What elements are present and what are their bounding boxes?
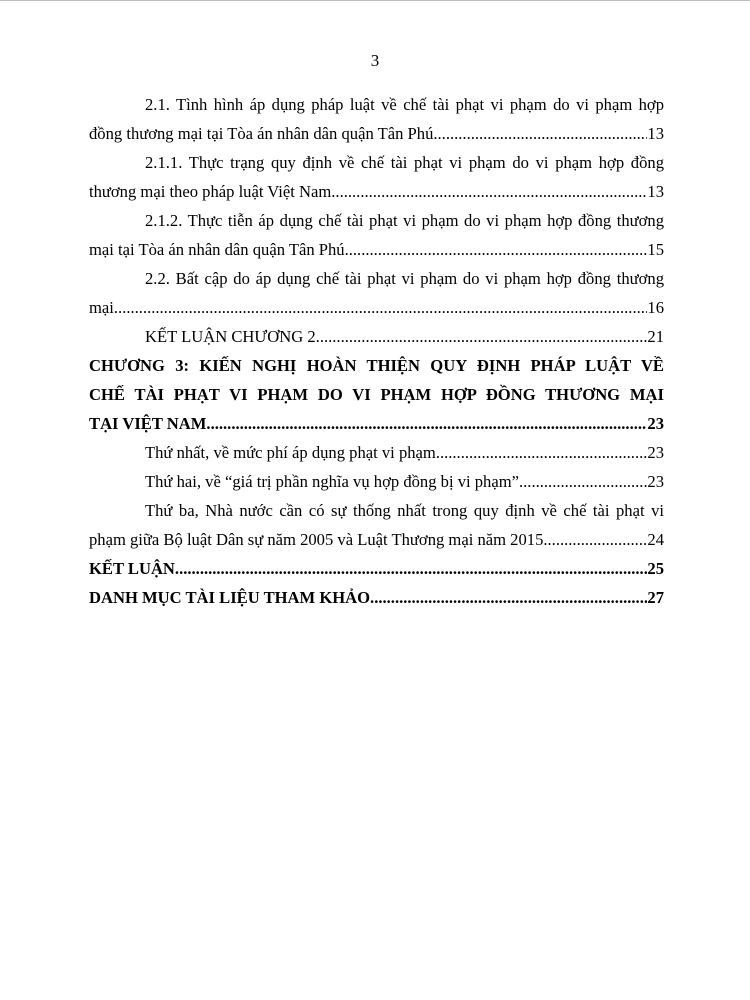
toc-entry-chuong-3[interactable] xyxy=(89,351,664,438)
toc-entry-2-1-1[interactable] xyxy=(89,148,664,206)
toc-entry-text: thương mại theo pháp luật Việt Nam xyxy=(89,182,332,201)
leader-dots xyxy=(206,409,647,438)
toc-entry-text: 2.1.1. Thực trạng quy định về chế tài phạt vi phạm do vi phạm hợp đồng xyxy=(145,153,664,172)
leader-dots xyxy=(114,293,648,322)
toc-entry-text: 2.1. Tình hình áp dụng pháp luật về chế tài phạt vi phạm do vi phạm hợp xyxy=(145,95,664,114)
toc-entry-danh-muc-tai-lieu[interactable] xyxy=(89,583,664,612)
toc-entry-text: DANH MỤC TÀI LIỆU THAM KHẢO xyxy=(89,588,371,607)
toc-entry-text: 2.1.2. Thực tiễn áp dụng chế tài phạt vi phạm do vi phạm hợp đồng thương xyxy=(145,211,664,230)
toc-entry-text: mại tại Tòa án nhân dân quận Tân Phú xyxy=(89,240,345,259)
leader-dots xyxy=(175,554,647,583)
toc-page-number: 13 xyxy=(647,124,664,143)
toc-entry-text: 2.2. Bất cập do áp dụng chế tài phạt vi phạm do vi phạm hợp đồng thương xyxy=(145,269,664,288)
table-of-contents xyxy=(89,90,664,612)
toc-entry-thu-hai[interactable] xyxy=(89,467,664,496)
leader-dots xyxy=(345,235,648,264)
toc-entry-2-1[interactable] xyxy=(89,90,664,148)
toc-page-number: 25 xyxy=(647,559,664,578)
toc-entry-2-2[interactable] xyxy=(89,264,664,322)
toc-entry-text: Thứ nhất, về mức phí áp dụng phạt vi phạm xyxy=(145,443,436,462)
toc-entry-text: CHƯƠNG 3: KIẾN NGHỊ HOÀN THIỆN QUY ĐỊNH PHÁP LUẬT VỀ xyxy=(89,356,664,375)
toc-page-number: 23 xyxy=(647,443,664,462)
leader-dots xyxy=(436,438,648,467)
toc-entry-text: Thứ ba, Nhà nước cần có sự thống nhất trong quy định về chế tài phạt vi xyxy=(145,501,664,520)
toc-entry-text: TẠI VIỆT NAM xyxy=(89,414,207,433)
toc-entry-ket-luan[interactable] xyxy=(89,554,664,583)
leader-dots xyxy=(316,322,648,351)
toc-entry-thu-ba[interactable] xyxy=(89,496,664,554)
leader-dots xyxy=(519,467,647,496)
toc-entry-ket-luan-chuong-2[interactable] xyxy=(89,322,664,351)
leader-dots xyxy=(543,525,647,554)
toc-page-number: 13 xyxy=(647,182,664,201)
toc-entry-text: CHẾ TÀI PHẠT VI PHẠM DO VI PHẠM HỢP ĐỒNG THƯƠNG MẠI xyxy=(89,385,664,404)
toc-entry-text: Thứ hai, về “giá trị phần nghĩa vụ hợp đồng bị vi phạm” xyxy=(145,472,519,491)
toc-entry-2-1-2[interactable] xyxy=(89,206,664,264)
toc-entry-text: đồng thương mại tại Tòa án nhân dân quận Tân Phú xyxy=(89,124,434,143)
toc-page-number: 23 xyxy=(647,414,664,433)
leader-dots xyxy=(370,583,647,612)
leader-dots xyxy=(433,119,647,148)
toc-entry-text: mại xyxy=(89,298,114,317)
toc-entry-text: KẾT LUẬN CHƯƠNG 2 xyxy=(145,327,316,346)
page-number: 3 xyxy=(370,51,380,70)
leader-dots xyxy=(331,177,647,206)
toc-page-number: 16 xyxy=(647,298,664,317)
toc-page-number: 27 xyxy=(647,588,664,607)
toc-page-number: 15 xyxy=(647,240,664,259)
toc-entry-text: phạm giữa Bộ luật Dân sự năm 2005 và Luật Thương mại năm 2015 xyxy=(89,530,544,549)
toc-page-number: 21 xyxy=(647,327,664,346)
toc-page-number: 24 xyxy=(647,530,664,549)
toc-entry-thu-nhat[interactable] xyxy=(89,438,664,467)
toc-entry-text: KẾT LUẬN xyxy=(89,559,175,578)
toc-page-number: 23 xyxy=(647,472,664,491)
